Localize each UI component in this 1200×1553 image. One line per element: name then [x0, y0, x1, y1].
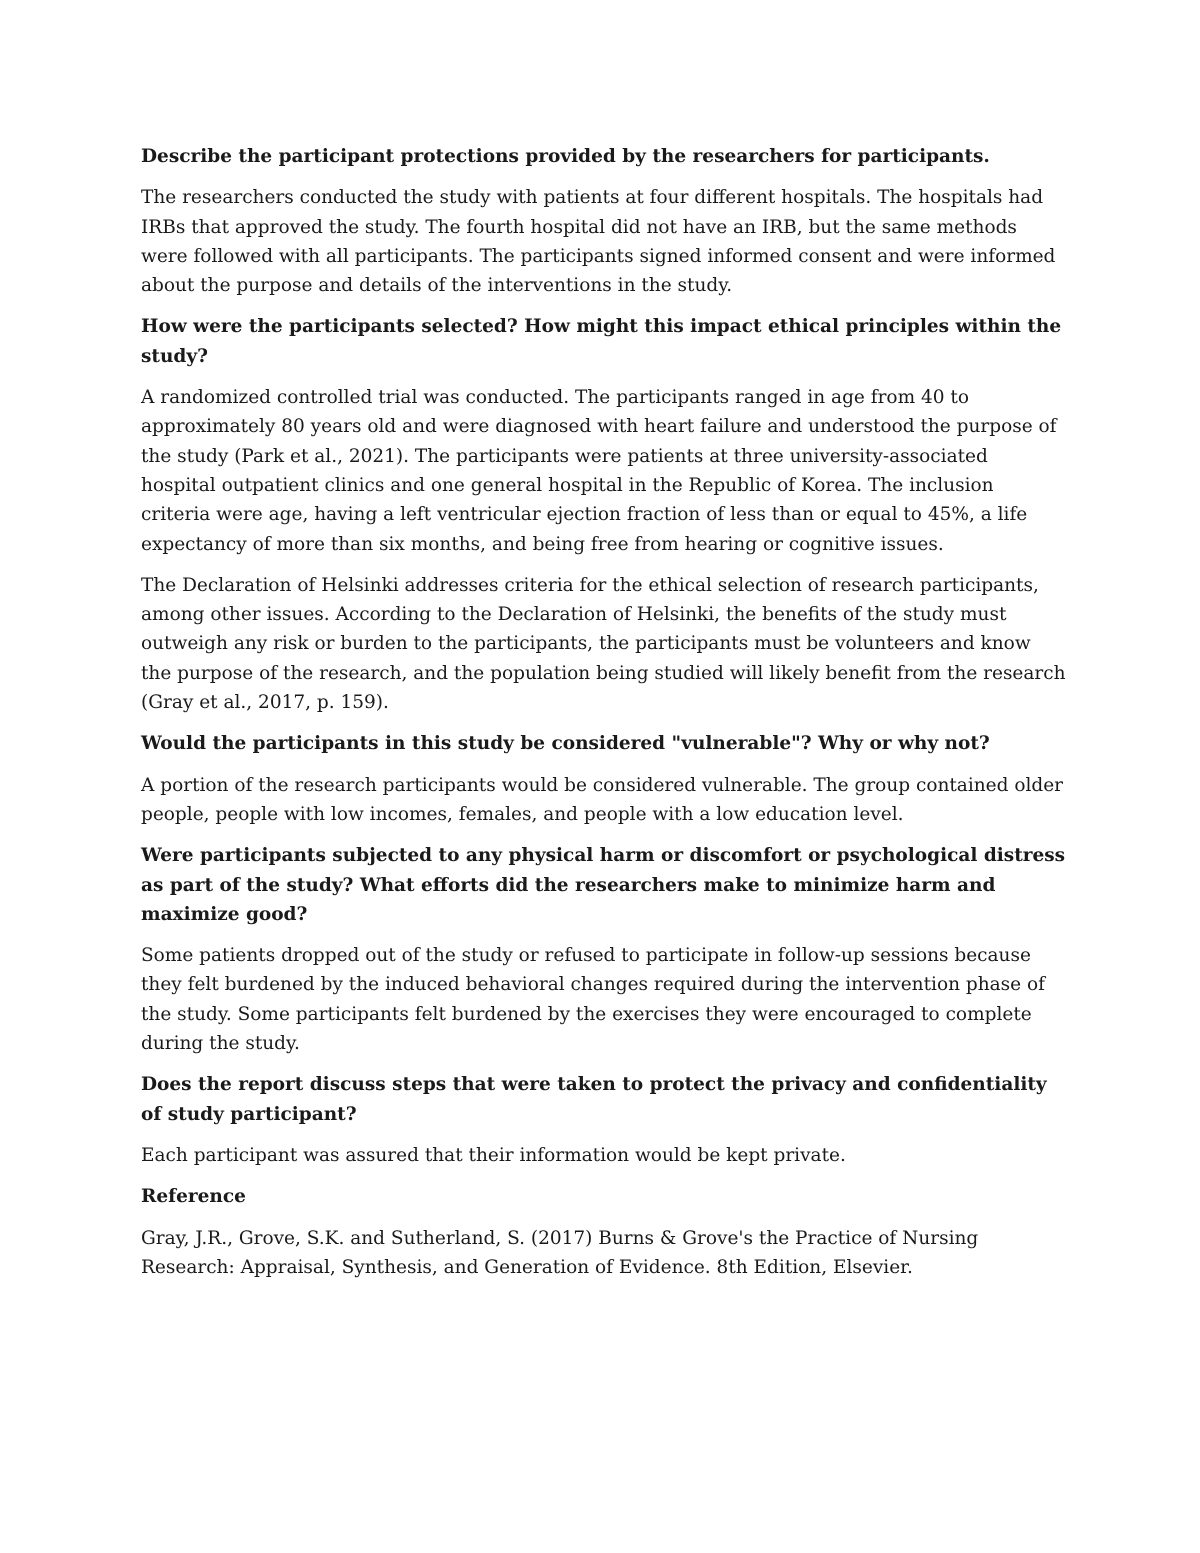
paragraph-participant-selection: A randomized controlled trial was conducted. The participants ranged in age from 40 to approximately 80 years old and were diagnosed with heart failure and understood the purpose of the study (Park et al., 2021). The participants were patients at three university-associated hospital outpatient clinics and one general hospital in the Republic of Korea. The inclusion criteria were age, having a left ventricular ejection fraction of less than or equal to 45%, a life expectancy of more than six months, and being free from hearing or cognitive issues.	[141, 387, 1057, 555]
section-heading-participant-selection: How were the participants selected? How might this impact ethical principles within the study?	[141, 316, 1062, 367]
section-heading-vulnerable: Would the participants in this study be considered "vulnerable"? Why or why not?	[141, 733, 990, 755]
reference-citation: Gray, J.R., Grove, S.K. and Sutherland, S. (2017) Burns & Grove's the Practice of Nursing Research: Appraisal, Synthesis, and Generation of Evidence. 8th Edition, Elsevier.	[141, 1227, 979, 1278]
section-heading-harm: Were participants subjected to any physical harm or discomfort or psychological distress as part of the study? What efforts did the researchers make to minimize harm and maximize good?	[141, 845, 1066, 925]
paragraph-harm: Some patients dropped out of the study or refused to participate in follow-up sessions because they felt burdened by the induced behavioral changes required during the intervention phase of the study. Some participants felt burdened by the exercises they were encouraged to complete during the study.	[141, 945, 1045, 1055]
paragraph-privacy: Each participant was assured that their information would be kept private.	[141, 1144, 846, 1166]
section-heading-reference: Reference	[141, 1186, 246, 1208]
paragraph-declaration-of-helsinki: The Declaration of Helsinki addresses criteria for the ethical selection of research participants, among other issues. According to the Declaration of Helsinki, the benefits of the study must outweigh any risk or burden to the participants, the participants must be volunteers and know the purpose of the research, and the population being studied will likely benefit from the research (Gray et al., 2017, p. 159).	[141, 574, 1066, 714]
document-page	[141, 142, 1066, 1294]
paragraph-vulnerable: A portion of the research participants would be considered vulnerable. The group contained older people, people with low incomes, females, and people with a low education level.	[141, 774, 1064, 825]
paragraph-participant-protections: The researchers conducted the study with patients at four different hospitals. The hospitals had IRBs that approved the study. The fourth hospital did not have an IRB, but the same methods were followed with all participants. The participants signed informed consent and were informed about the purpose and details of the interventions in the study.	[141, 187, 1056, 297]
section-heading-privacy: Does the report discuss steps that were taken to protect the privacy and confidentiality of study participant?	[141, 1074, 1047, 1125]
section-heading-participant-protections: Describe the participant protections provided by the researchers for participants.	[141, 146, 990, 167]
